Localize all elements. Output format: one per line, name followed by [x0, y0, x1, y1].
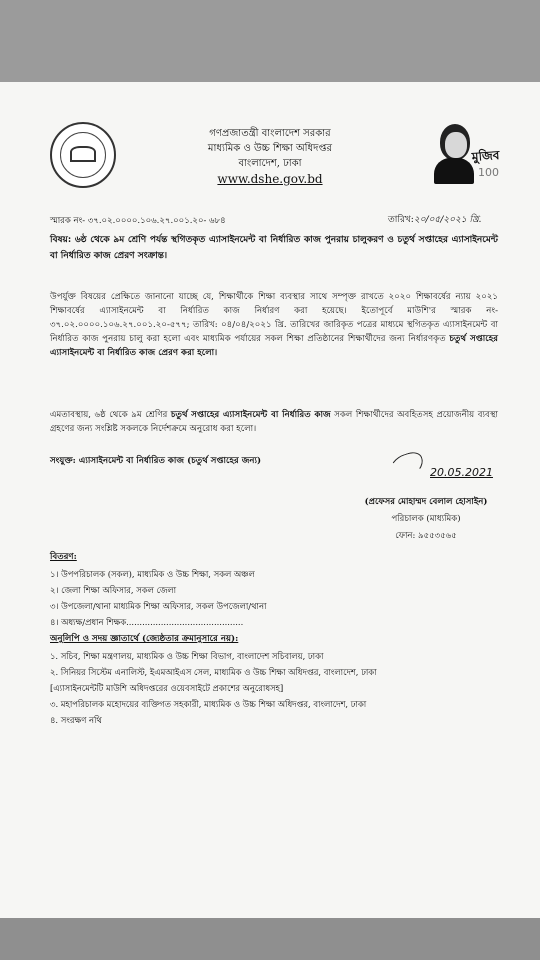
attachment-line: সংযুক্ত: এ্যাসাইনমেন্ট বা নির্ধারিত কাজ (চতুর্থ সপ্তাহের জন্য): [50, 456, 262, 466]
copy-title: অনুলিপি ও সদয় জ্ঞাতার্থে (জ্যেষ্ঠতার ক্রমানুসারে নয়):: [50, 634, 239, 644]
book-icon: [70, 146, 96, 162]
signatory-title: পরিচালক (মাধ্যমিক): [391, 514, 461, 524]
paragraph-2: [50, 408, 498, 436]
portrait-face: [445, 132, 467, 158]
signatory-name: (প্রফেসর মোহাম্মদ বেলাল হোসাইন): [364, 497, 488, 507]
list-item: ১। উপপরিচালক (সকল), মাধ্যমিক ও উচ্চ শিক্ষা, সকল অঞ্চল: [50, 569, 255, 579]
letterhead-line-1: গণপ্রজাতন্ত্রী বাংলাদেশ সরকার: [209, 128, 331, 139]
emblem-text: মুজিব: [471, 148, 500, 164]
bottom-margin: [0, 918, 540, 960]
distribution-list: [50, 566, 510, 630]
paragraph-1: [50, 290, 498, 360]
signatory-block: [338, 494, 514, 545]
dshe-seal-icon: [50, 122, 116, 188]
mujib-100-emblem-icon: [432, 118, 500, 190]
list-item: [এ্যাসাইনমেন্টটি মাউশি অধিদপ্তরের ওয়েবসাইটে প্রকাশের অনুরোধসহ]: [50, 683, 284, 693]
top-margin: [0, 0, 540, 82]
paragraph-2-text-a: এমতাবস্থায়, ৬ষ্ঠ থেকে ৯ম শ্রেণির: [50, 410, 168, 420]
paragraph-2-text-b: সকল শিক্ষার্থীদের অবহিতসহ প্রয়োজনীয় ব্যবস্থা গ্রহণের জন্য সংশ্লিষ্ট সকলকে নির্দেশক্রমে অনুরোধ করা হলো।: [50, 410, 499, 434]
official-letter: [0, 82, 540, 918]
letterhead-line-3: বাংলাদেশ, ঢাকা: [238, 158, 302, 169]
letterhead: [160, 126, 380, 188]
signature-scrawl: [387, 449, 427, 482]
memo-date: [388, 212, 482, 227]
letterhead-line-2: মাধ্যমিক ও উচ্চ শিক্ষা অধিদপ্তর: [207, 143, 333, 154]
memo-number: স্মারক নং- ৩৭.০২.০০০০.১০৬.২৭.০০১.২০- ৬৮৪: [50, 216, 226, 226]
list-item: ৩। উপজেলা/থানা মাধ্যমিক শিক্ষা অফিসার, সকল উপজেলা/থানা: [50, 601, 267, 611]
list-item: ৩. মহাপরিচালক মহোদয়ের ব্যক্তিগত সহকারী, মাধ্যমিক ও উচ্চ শিক্ষা অধিদপ্তর, বাংলাদেশ, ঢাকা: [50, 699, 367, 709]
list-item: ৪। অধ্যক্ষ/প্রধান শিক্ষক............................................: [50, 617, 244, 627]
subject-line: বিষয়: ৬ষ্ঠ থেকে ৯ম শ্রেণি পর্যন্ত স্থগিতকৃত এ্যাসাইনমেন্ট বা নির্ধারিত কাজ পুনরায় চালুকরণ ও চতুর্থ সপ্তাহের এ্যাসাইনমেন্ট বা নির্ধারিত কাজ প্রেরণ সংক্রান্ত।: [50, 235, 498, 261]
distribution-title: বিতরণ:: [50, 552, 77, 562]
emblem-number: 100: [478, 166, 499, 179]
paragraph-2-bold: চতুর্থ সপ্তাহের এ্যাসাইনমেন্ট বা নির্ধারিত কাজ: [170, 410, 331, 420]
signatory-phone: ফোন: ৯৫৫৩৫৬৫: [395, 531, 457, 541]
list-item: ২। জেলা শিক্ষা অফিসার, সকল জেলা: [50, 585, 177, 595]
list-item: ১. সচিব, শিক্ষা মন্ত্রণালয়, মাধ্যমিক ও উচ্চ শিক্ষা বিভাগ, বাংলাদেশ সচিবালয়, ঢাকা: [50, 651, 324, 661]
date-value: ২০/০৫/২০২১ খ্রি.: [413, 215, 482, 225]
copy-list: [50, 648, 510, 728]
paragraph-1-text: উপর্যুক্ত বিষয়ের প্রেক্ষিতে জানানো যাচ্ছে যে, শিক্ষার্থীকে শিক্ষা ব্যবস্থার সাথে সম্পৃক্ত রাখতে ২০২০ শিক্ষাবর্ষের ন্যায় ২০২১ শিক্ষাবর্ষের এ্যাসাইনমেন্ট বা নির্ধারিত কাজ নির্ধারণ করা হয়েছে। ইতোপূর্বে মাউশি'র স্মারক নং- ৩৭.০২.০০০০.১০৬.২৭.০০১.২০-৫৭৭; তারিখ: ০৪/০৪/২০২১ খ্রি. তারিখের জারিকৃত পত্রের মাধ্যমে স্থগিতকৃত এ্যাসাইনমেন্ট বা নির্ধারিত কাজ পুনরায় চালু করা হলো এবং মাধ্যমিক পর্যায়ের সকল শিক্ষা প্রতিষ্ঠানের শিক্ষার্থীদের জন্য নির্ধারণকৃত: [50, 292, 498, 344]
list-item: ২. সিনিয়র সিস্টেম এনালিস্ট, ইএমআইএস সেল, মাধ্যমিক ও উচ্চ শিক্ষা অধিদপ্তর, বাংলাদেশ, ঢাকা: [50, 667, 377, 677]
website-link[interactable]: www.dshe.gov.bd: [217, 172, 323, 186]
signature-date: 20.05.2021: [430, 466, 493, 479]
list-item: ৪. সংরক্ষণ নথি: [50, 715, 102, 725]
signature: [388, 452, 518, 492]
portrait-body: [434, 158, 474, 184]
date-label: তারিখ:: [388, 215, 414, 225]
paragraph-1-bold: চতুর্থ সপ্তাহের এ্যাসাইনমেন্ট বা নির্ধারিত কাজ প্রেরণ করা হলো।: [50, 334, 498, 358]
